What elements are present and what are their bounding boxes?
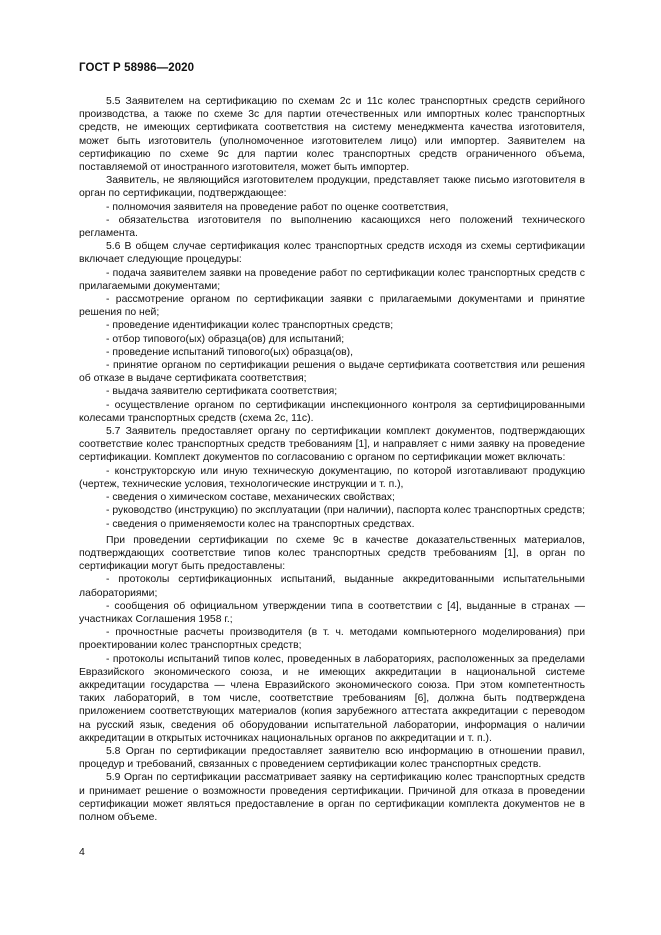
document-body — [79, 95, 585, 824]
paragraph-scheme-9c: При проведении сертификации по схеме 9с в качестве доказательственных материалов, подтверждающих соответствие типов колес транспортных средств требованиям [1], в орган по сертификации могут быть предоставлены: — [79, 534, 585, 573]
list-item: - прочностные расчеты производителя (в т. ч. методами компьютерного моделирования) при проектировании колес транспортных средств; — [79, 627, 585, 652]
list-item: - проведение испытаний типового(ых) образца(ов), — [106, 346, 354, 358]
page-number: 4 — [79, 846, 85, 858]
list-item: - сообщения об официальном утверждении типа в соответствии с [4], выданные в странах — участниках Соглашения 1958 г.; — [79, 600, 585, 625]
list-item: - рассмотрение органом по сертификации заявки с прилагаемыми документами и принятие решения по ней; — [79, 294, 585, 319]
paragraph-5-9: 5.9 Орган по сертификации рассматривает заявку на сертификацию колес транспортных средств и принимает решение о возможности проведения сертификации. Причиной для отказа в проведении сертификации может являться предоставление в орган по сертификации комплекта документов не в полном объеме. — [79, 772, 585, 823]
list-item: - конструкторскую или иную техническую документацию, по которой изготавливают продукцию (чертеж, технические условия, технологические инструкции и т. п.), — [79, 465, 585, 490]
list-item: - полномочия заявителя на проведение работ по оценке соответствия, — [106, 201, 449, 213]
paragraph-5-8: 5.8 Орган по сертификации предоставляет заявителю всю информацию в отношении правил, процедур и требований, связанных с проведением сертификации колес транспортных средств. — [79, 745, 585, 771]
paragraph-5-5: 5.5 Заявителем на сертификацию по схемам 2с и 11с колес транспортных средств серийного производства, а также по схеме 3с для партии отечественных или импортных колес транспортных средств, не имеющих сертификата соответствия на систему менеджмента качества изготовителя, может быть изготовитель (уполномоченное изготовителем лицо) или импортер. Заявителем на сертификацию по схеме 9с для партии колес транспортных средств ограниченного объема, поставляемой от иностранного изготовителя, может быть импортер. — [79, 96, 585, 174]
list-item: - протоколы испытаний типов колес, проведенных в лабораториях, расположенных за пределами Евразийского экономического союза, и не имеющих аккредитации в национальной системе аккредитации государства — члена Евразийского экономического союза. При этом компетентность таких лабораторий, в том числе, соответствие требованиям [6], должна быть подтверждена приложением соответствующих материалов (копия зарубежного аттестата аккредитации с переводом на русский язык, сведения об оборудовании испытательной лаборатории, информация о наличии аккредитации в открытых источниках национальных органов по аккредитации и т. п.). — [79, 653, 585, 744]
list-item: - руководство (инструкцию) по эксплуатации (при наличии), паспорта колес транспортных средств; — [106, 505, 585, 517]
list-item: - принятие органом по сертификации решения о выдаче сертификата соответствия или решения об отказе в выдаче сертификата соответствия; — [79, 360, 585, 385]
list-item: - протоколы сертификационных испытаний, выданные аккредитованными испытательными лабораториями; — [79, 574, 585, 599]
list-item: - сведения о химическом составе, механических свойствах; — [106, 492, 395, 504]
paragraph-applicant: Заявитель, не являющийся изготовителем продукции, представляет также письмо изготовителя в орган по сертификации, подтверждающее: — [79, 175, 585, 200]
list-item: - выдача заявителю сертификата соответствия; — [106, 386, 338, 398]
list-item: - осуществление органом по сертификации инспекционного контроля за сертифицированными колесами транспортных средств (схема 2с, 11с). — [79, 399, 585, 424]
paragraph-5-7: 5.7 Заявитель предоставляет органу по сертификации комплект документов, подтверждающих соответствие колес транспортных средств требованиям [1], и направляет с ними заявку на проведение сертификации. Комплект документов по согласованию с органом по сертификации может включать: — [79, 426, 585, 464]
list-item: - обязательства изготовителя по выполнению касающихся него положений технического регламента. — [79, 214, 585, 240]
list-item: - отбор типового(ых) образца(ов) для испытаний; — [106, 333, 345, 345]
paragraph-5-6: 5.6 В общем случае сертификация колес транспортных средств исходя из схемы сертификации включает следующие процедуры: — [79, 241, 585, 266]
standard-header: ГОСТ Р 58986—2020 — [79, 62, 195, 74]
list-item: - подача заявителем заявки на проведение работ по сертификации колес транспортных средств с прилагаемыми документами; — [79, 267, 585, 292]
list-item: - проведение идентификации колес транспортных средств; — [106, 320, 394, 332]
list-item: - сведения о применяемости колес на транспортных средствах. — [106, 518, 415, 530]
